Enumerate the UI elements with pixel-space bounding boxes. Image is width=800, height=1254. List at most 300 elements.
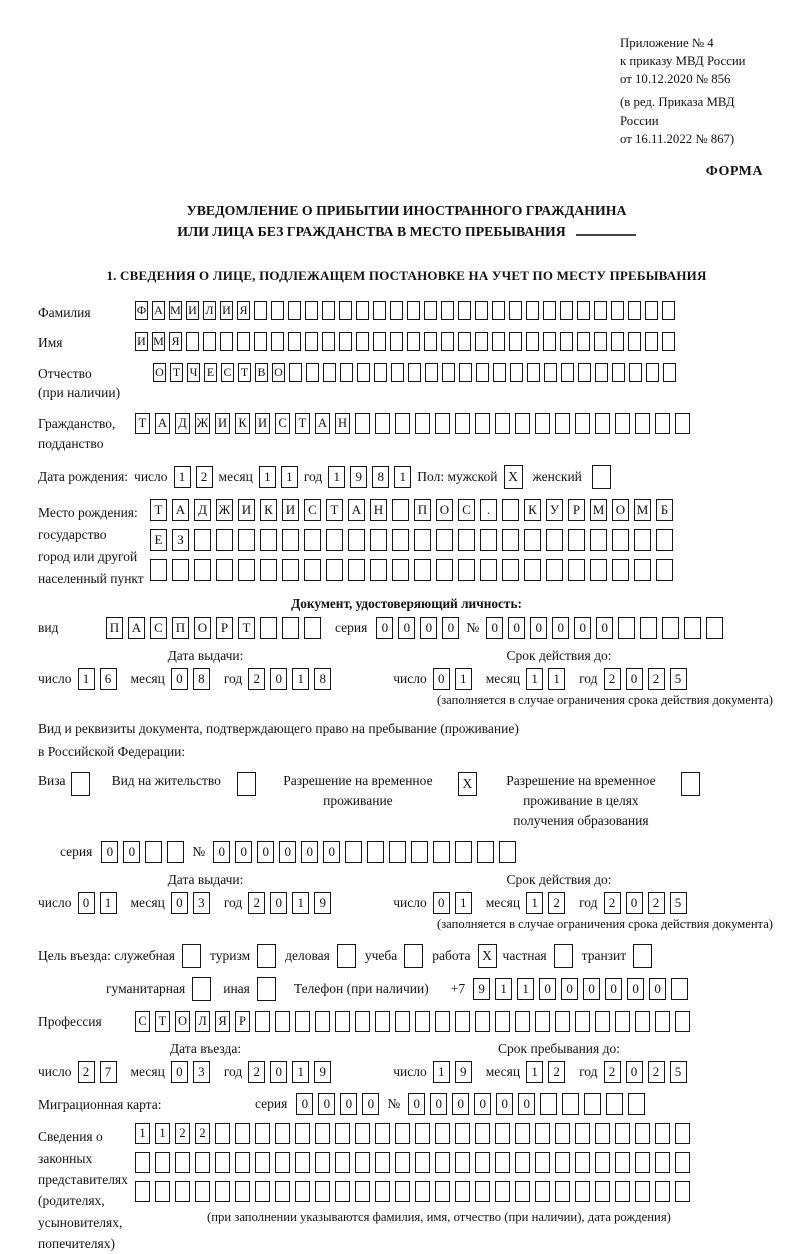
char-cell[interactable] bbox=[304, 559, 321, 581]
char-cell[interactable] bbox=[373, 301, 386, 320]
char-cell[interactable] bbox=[635, 1123, 650, 1144]
char-cell[interactable] bbox=[435, 1123, 450, 1144]
char-cell[interactable] bbox=[339, 301, 352, 320]
char-cell[interactable]: 0 bbox=[420, 617, 437, 639]
char-cell[interactable] bbox=[295, 1011, 310, 1032]
char-cell[interactable] bbox=[629, 363, 642, 382]
char-cell[interactable]: М bbox=[152, 332, 165, 351]
char-cell[interactable]: 2 bbox=[548, 1061, 565, 1083]
char-cell[interactable]: 1 bbox=[526, 892, 543, 914]
char-cell[interactable] bbox=[635, 413, 650, 434]
char-cell[interactable] bbox=[575, 1181, 590, 1202]
char-cell[interactable] bbox=[560, 332, 573, 351]
char-cell[interactable]: 0 bbox=[442, 617, 459, 639]
char-cell[interactable] bbox=[435, 413, 450, 434]
char-cell[interactable]: О bbox=[612, 499, 629, 521]
char-cell[interactable] bbox=[392, 529, 409, 551]
char-cell[interactable] bbox=[216, 529, 233, 551]
char-cell[interactable] bbox=[315, 1123, 330, 1144]
char-cell[interactable] bbox=[235, 1123, 250, 1144]
char-cell[interactable]: 0 bbox=[398, 617, 415, 639]
char-cell[interactable] bbox=[663, 363, 676, 382]
char-cell[interactable] bbox=[288, 332, 301, 351]
char-cell[interactable] bbox=[315, 1011, 330, 1032]
char-cell[interactable] bbox=[594, 332, 607, 351]
char-cell[interactable]: 2 bbox=[604, 668, 621, 690]
char-cell[interactable]: 2 bbox=[248, 1061, 265, 1083]
char-cell[interactable]: 8 bbox=[314, 668, 331, 690]
char-cell[interactable]: 0 bbox=[433, 892, 450, 914]
char-cell[interactable] bbox=[441, 332, 454, 351]
char-cell[interactable]: О bbox=[194, 617, 211, 639]
char-cell[interactable] bbox=[356, 332, 369, 351]
char-cell[interactable]: 1 bbox=[526, 1061, 543, 1083]
char-cell[interactable] bbox=[370, 559, 387, 581]
checkbox-purpose-business[interactable] bbox=[182, 944, 201, 968]
char-cell[interactable] bbox=[502, 499, 519, 521]
char-cell[interactable]: 1 bbox=[174, 466, 191, 488]
char-cell[interactable]: 1 bbox=[292, 668, 309, 690]
char-cell[interactable] bbox=[535, 1181, 550, 1202]
char-cell[interactable] bbox=[656, 559, 673, 581]
char-cell[interactable] bbox=[459, 363, 472, 382]
char-cell[interactable] bbox=[260, 559, 277, 581]
char-cell[interactable] bbox=[575, 1123, 590, 1144]
char-cell[interactable] bbox=[546, 529, 563, 551]
char-cell[interactable] bbox=[527, 363, 540, 382]
char-cell[interactable]: Т bbox=[135, 413, 150, 434]
char-cell[interactable]: 0 bbox=[486, 617, 503, 639]
char-cell[interactable] bbox=[455, 1011, 470, 1032]
char-cell[interactable]: 3 bbox=[193, 1061, 210, 1083]
char-cell[interactable]: А bbox=[348, 499, 365, 521]
char-cell[interactable] bbox=[395, 1181, 410, 1202]
char-cell[interactable]: 0 bbox=[596, 617, 613, 639]
char-cell[interactable] bbox=[475, 301, 488, 320]
char-cell[interactable] bbox=[577, 332, 590, 351]
char-cell[interactable] bbox=[526, 332, 539, 351]
char-cell[interactable] bbox=[662, 617, 679, 639]
char-cell[interactable] bbox=[424, 332, 437, 351]
char-cell[interactable] bbox=[634, 529, 651, 551]
char-cell[interactable] bbox=[480, 559, 497, 581]
char-cell[interactable] bbox=[595, 413, 610, 434]
char-cell[interactable]: Я bbox=[169, 332, 182, 351]
checkbox-purpose-commercial[interactable] bbox=[337, 944, 356, 968]
char-cell[interactable] bbox=[628, 301, 641, 320]
char-cell[interactable] bbox=[355, 413, 370, 434]
char-cell[interactable]: 1 bbox=[135, 1123, 150, 1144]
char-cell[interactable] bbox=[175, 1181, 190, 1202]
char-cell[interactable] bbox=[492, 301, 505, 320]
char-cell[interactable] bbox=[640, 617, 657, 639]
char-cell[interactable] bbox=[612, 529, 629, 551]
char-cell[interactable] bbox=[628, 1093, 645, 1115]
char-cell[interactable] bbox=[477, 841, 494, 863]
char-cell[interactable]: 0 bbox=[433, 668, 450, 690]
char-cell[interactable] bbox=[515, 413, 530, 434]
char-cell[interactable] bbox=[562, 1093, 579, 1115]
char-cell[interactable]: Т bbox=[326, 499, 343, 521]
char-cell[interactable]: 2 bbox=[195, 1123, 210, 1144]
char-cell[interactable] bbox=[195, 1181, 210, 1202]
char-cell[interactable] bbox=[458, 301, 471, 320]
char-cell[interactable] bbox=[475, 1011, 490, 1032]
char-cell[interactable] bbox=[375, 413, 390, 434]
char-cell[interactable] bbox=[424, 301, 437, 320]
char-cell[interactable] bbox=[348, 529, 365, 551]
char-cell[interactable] bbox=[515, 1181, 530, 1202]
char-cell[interactable] bbox=[155, 1181, 170, 1202]
char-cell[interactable] bbox=[435, 1181, 450, 1202]
char-cell[interactable] bbox=[555, 1181, 570, 1202]
char-cell[interactable]: 9 bbox=[455, 1061, 472, 1083]
char-cell[interactable]: И bbox=[282, 499, 299, 521]
char-cell[interactable] bbox=[595, 1123, 610, 1144]
char-cell[interactable] bbox=[555, 1123, 570, 1144]
char-cell[interactable] bbox=[611, 332, 624, 351]
char-cell[interactable]: 0 bbox=[530, 617, 547, 639]
char-cell[interactable] bbox=[495, 1011, 510, 1032]
char-cell[interactable] bbox=[458, 559, 475, 581]
checkbox-purpose-work[interactable]: X bbox=[478, 944, 497, 968]
char-cell[interactable] bbox=[374, 363, 387, 382]
char-cell[interactable]: 9 bbox=[473, 978, 490, 1000]
char-cell[interactable] bbox=[436, 559, 453, 581]
char-cell[interactable]: 0 bbox=[257, 841, 274, 863]
char-cell[interactable] bbox=[645, 332, 658, 351]
char-cell[interactable] bbox=[546, 559, 563, 581]
char-cell[interactable] bbox=[322, 301, 335, 320]
char-cell[interactable]: 0 bbox=[474, 1093, 491, 1115]
char-cell[interactable] bbox=[235, 1181, 250, 1202]
char-cell[interactable]: 0 bbox=[539, 978, 556, 1000]
char-cell[interactable] bbox=[655, 413, 670, 434]
char-cell[interactable]: 1 bbox=[100, 892, 117, 914]
char-cell[interactable] bbox=[304, 617, 321, 639]
char-cell[interactable] bbox=[645, 301, 658, 320]
char-cell[interactable] bbox=[509, 301, 522, 320]
char-cell[interactable]: 0 bbox=[323, 841, 340, 863]
char-cell[interactable]: 0 bbox=[626, 668, 643, 690]
char-cell[interactable] bbox=[304, 529, 321, 551]
char-cell[interactable] bbox=[577, 301, 590, 320]
char-cell[interactable]: 6 bbox=[100, 668, 117, 690]
char-cell[interactable] bbox=[375, 1181, 390, 1202]
char-cell[interactable]: Н bbox=[335, 413, 350, 434]
char-cell[interactable]: И bbox=[186, 301, 199, 320]
char-cell[interactable]: Д bbox=[194, 499, 211, 521]
char-cell[interactable] bbox=[646, 363, 659, 382]
char-cell[interactable] bbox=[255, 1011, 270, 1032]
char-cell[interactable] bbox=[575, 413, 590, 434]
char-cell[interactable] bbox=[326, 559, 343, 581]
char-cell[interactable] bbox=[340, 363, 353, 382]
char-cell[interactable]: Ф bbox=[135, 301, 148, 320]
checkbox-female[interactable] bbox=[592, 465, 611, 489]
char-cell[interactable]: 0 bbox=[171, 892, 188, 914]
char-cell[interactable]: 2 bbox=[548, 892, 565, 914]
char-cell[interactable]: 1 bbox=[292, 1061, 309, 1083]
char-cell[interactable]: 0 bbox=[270, 1061, 287, 1083]
char-cell[interactable]: С bbox=[150, 617, 167, 639]
char-cell[interactable] bbox=[407, 301, 420, 320]
char-cell[interactable] bbox=[535, 1011, 550, 1032]
char-cell[interactable] bbox=[260, 617, 277, 639]
char-cell[interactable] bbox=[561, 363, 574, 382]
char-cell[interactable] bbox=[390, 332, 403, 351]
char-cell[interactable] bbox=[575, 1011, 590, 1032]
char-cell[interactable] bbox=[414, 559, 431, 581]
char-cell[interactable] bbox=[282, 529, 299, 551]
char-cell[interactable] bbox=[612, 559, 629, 581]
char-cell[interactable] bbox=[475, 413, 490, 434]
char-cell[interactable] bbox=[215, 1123, 230, 1144]
char-cell[interactable] bbox=[345, 841, 362, 863]
char-cell[interactable]: 2 bbox=[648, 892, 665, 914]
char-cell[interactable]: 0 bbox=[496, 1093, 513, 1115]
checkbox-purpose-other[interactable] bbox=[257, 977, 276, 1001]
char-cell[interactable] bbox=[282, 617, 299, 639]
char-cell[interactable]: 5 bbox=[670, 1061, 687, 1083]
char-cell[interactable]: 0 bbox=[78, 892, 95, 914]
char-cell[interactable]: Т bbox=[238, 363, 251, 382]
char-cell[interactable] bbox=[618, 617, 635, 639]
char-cell[interactable] bbox=[254, 332, 267, 351]
checkbox-temp-permit[interactable]: X bbox=[458, 772, 477, 796]
char-cell[interactable] bbox=[662, 301, 675, 320]
char-cell[interactable] bbox=[495, 413, 510, 434]
char-cell[interactable] bbox=[370, 529, 387, 551]
char-cell[interactable]: 1 bbox=[433, 1061, 450, 1083]
char-cell[interactable]: . bbox=[480, 499, 497, 521]
char-cell[interactable]: С bbox=[135, 1011, 150, 1032]
char-cell[interactable] bbox=[339, 332, 352, 351]
char-cell[interactable] bbox=[348, 559, 365, 581]
char-cell[interactable] bbox=[455, 841, 472, 863]
char-cell[interactable]: А bbox=[128, 617, 145, 639]
char-cell[interactable] bbox=[590, 529, 607, 551]
char-cell[interactable] bbox=[455, 413, 470, 434]
char-cell[interactable]: 1 bbox=[292, 892, 309, 914]
char-cell[interactable] bbox=[392, 559, 409, 581]
char-cell[interactable]: 0 bbox=[508, 617, 525, 639]
char-cell[interactable]: В bbox=[255, 363, 268, 382]
char-cell[interactable]: 0 bbox=[270, 668, 287, 690]
char-cell[interactable] bbox=[260, 529, 277, 551]
char-cell[interactable]: С bbox=[221, 363, 234, 382]
char-cell[interactable] bbox=[194, 529, 211, 551]
char-cell[interactable]: 0 bbox=[340, 1093, 357, 1115]
char-cell[interactable] bbox=[389, 841, 406, 863]
char-cell[interactable] bbox=[411, 841, 428, 863]
char-cell[interactable]: 8 bbox=[193, 668, 210, 690]
char-cell[interactable]: Ч bbox=[187, 363, 200, 382]
char-cell[interactable] bbox=[391, 363, 404, 382]
char-cell[interactable] bbox=[540, 1093, 557, 1115]
char-cell[interactable] bbox=[375, 1011, 390, 1032]
char-cell[interactable] bbox=[476, 363, 489, 382]
char-cell[interactable] bbox=[237, 332, 250, 351]
char-cell[interactable] bbox=[305, 332, 318, 351]
char-cell[interactable] bbox=[275, 1181, 290, 1202]
char-cell[interactable] bbox=[305, 301, 318, 320]
char-cell[interactable]: 1 bbox=[394, 466, 411, 488]
char-cell[interactable]: А bbox=[315, 413, 330, 434]
char-cell[interactable]: Т bbox=[155, 1011, 170, 1032]
char-cell[interactable]: 0 bbox=[123, 841, 140, 863]
char-cell[interactable]: 0 bbox=[626, 892, 643, 914]
char-cell[interactable]: 0 bbox=[213, 841, 230, 863]
char-cell[interactable] bbox=[355, 1011, 370, 1032]
char-cell[interactable]: О bbox=[153, 363, 166, 382]
char-cell[interactable]: 0 bbox=[408, 1093, 425, 1115]
char-cell[interactable] bbox=[495, 1123, 510, 1144]
char-cell[interactable] bbox=[675, 1011, 690, 1032]
checkbox-purpose-study[interactable] bbox=[404, 944, 423, 968]
char-cell[interactable] bbox=[499, 841, 516, 863]
char-cell[interactable] bbox=[395, 1011, 410, 1032]
char-cell[interactable]: П bbox=[414, 499, 431, 521]
char-cell[interactable]: 0 bbox=[583, 978, 600, 1000]
char-cell[interactable]: 0 bbox=[518, 1093, 535, 1115]
char-cell[interactable] bbox=[675, 1181, 690, 1202]
char-cell[interactable]: 2 bbox=[248, 668, 265, 690]
char-cell[interactable]: 0 bbox=[452, 1093, 469, 1115]
char-cell[interactable] bbox=[543, 332, 556, 351]
char-cell[interactable]: 0 bbox=[561, 978, 578, 1000]
char-cell[interactable] bbox=[526, 301, 539, 320]
char-cell[interactable] bbox=[357, 363, 370, 382]
char-cell[interactable]: 0 bbox=[171, 668, 188, 690]
char-cell[interactable]: Т bbox=[238, 617, 255, 639]
char-cell[interactable] bbox=[335, 1123, 350, 1144]
char-cell[interactable]: 0 bbox=[430, 1093, 447, 1115]
char-cell[interactable] bbox=[656, 529, 673, 551]
char-cell[interactable] bbox=[315, 1181, 330, 1202]
checkbox-male[interactable]: X bbox=[504, 465, 523, 489]
char-cell[interactable] bbox=[373, 332, 386, 351]
char-cell[interactable] bbox=[135, 1181, 150, 1202]
char-cell[interactable]: Т bbox=[170, 363, 183, 382]
char-cell[interactable]: У bbox=[546, 499, 563, 521]
char-cell[interactable]: 7 bbox=[100, 1061, 117, 1083]
char-cell[interactable] bbox=[295, 1123, 310, 1144]
char-cell[interactable] bbox=[684, 617, 701, 639]
char-cell[interactable] bbox=[475, 1181, 490, 1202]
char-cell[interactable] bbox=[584, 1093, 601, 1115]
char-cell[interactable]: Е bbox=[204, 363, 217, 382]
char-cell[interactable]: 0 bbox=[270, 892, 287, 914]
char-cell[interactable] bbox=[355, 1181, 370, 1202]
char-cell[interactable] bbox=[515, 1123, 530, 1144]
char-cell[interactable]: 2 bbox=[604, 1061, 621, 1083]
char-cell[interactable]: 1 bbox=[526, 668, 543, 690]
char-cell[interactable]: 0 bbox=[296, 1093, 313, 1115]
char-cell[interactable]: Л bbox=[195, 1011, 210, 1032]
char-cell[interactable] bbox=[282, 559, 299, 581]
char-cell[interactable] bbox=[675, 413, 690, 434]
char-cell[interactable]: М bbox=[590, 499, 607, 521]
char-cell[interactable] bbox=[414, 529, 431, 551]
char-cell[interactable] bbox=[502, 559, 519, 581]
char-cell[interactable] bbox=[415, 1123, 430, 1144]
char-cell[interactable] bbox=[255, 1181, 270, 1202]
char-cell[interactable] bbox=[306, 363, 319, 382]
char-cell[interactable] bbox=[595, 1181, 610, 1202]
char-cell[interactable] bbox=[578, 363, 591, 382]
char-cell[interactable] bbox=[203, 332, 216, 351]
char-cell[interactable] bbox=[560, 301, 573, 320]
char-cell[interactable]: И bbox=[215, 413, 230, 434]
char-cell[interactable]: С bbox=[275, 413, 290, 434]
char-cell[interactable] bbox=[408, 363, 421, 382]
checkbox-purpose-humanitarian[interactable] bbox=[192, 977, 211, 1001]
char-cell[interactable] bbox=[167, 841, 184, 863]
char-cell[interactable]: Ж bbox=[216, 499, 233, 521]
char-cell[interactable] bbox=[615, 1181, 630, 1202]
char-cell[interactable]: 1 bbox=[455, 892, 472, 914]
char-cell[interactable] bbox=[544, 363, 557, 382]
char-cell[interactable] bbox=[145, 841, 162, 863]
char-cell[interactable] bbox=[186, 332, 199, 351]
char-cell[interactable] bbox=[634, 559, 651, 581]
char-cell[interactable] bbox=[355, 1123, 370, 1144]
char-cell[interactable] bbox=[671, 978, 688, 1000]
char-cell[interactable] bbox=[455, 1181, 470, 1202]
char-cell[interactable] bbox=[524, 529, 541, 551]
char-cell[interactable]: Ж bbox=[195, 413, 210, 434]
char-cell[interactable]: А bbox=[155, 413, 170, 434]
char-cell[interactable] bbox=[594, 301, 607, 320]
char-cell[interactable]: 1 bbox=[155, 1123, 170, 1144]
char-cell[interactable]: 1 bbox=[328, 466, 345, 488]
char-cell[interactable]: З bbox=[172, 529, 189, 551]
char-cell[interactable] bbox=[150, 559, 167, 581]
char-cell[interactable] bbox=[375, 1123, 390, 1144]
char-cell[interactable]: И bbox=[238, 499, 255, 521]
char-cell[interactable]: 1 bbox=[78, 668, 95, 690]
char-cell[interactable] bbox=[335, 1181, 350, 1202]
char-cell[interactable] bbox=[220, 332, 233, 351]
char-cell[interactable]: 9 bbox=[350, 466, 367, 488]
char-cell[interactable] bbox=[271, 332, 284, 351]
char-cell[interactable] bbox=[509, 332, 522, 351]
char-cell[interactable] bbox=[611, 301, 624, 320]
char-cell[interactable] bbox=[675, 1123, 690, 1144]
char-cell[interactable]: 0 bbox=[626, 1061, 643, 1083]
checkbox-purpose-private[interactable] bbox=[554, 944, 573, 968]
char-cell[interactable] bbox=[425, 363, 438, 382]
char-cell[interactable] bbox=[238, 559, 255, 581]
char-cell[interactable] bbox=[706, 617, 723, 639]
char-cell[interactable]: Я bbox=[215, 1011, 230, 1032]
char-cell[interactable]: О bbox=[436, 499, 453, 521]
char-cell[interactable] bbox=[568, 559, 585, 581]
char-cell[interactable] bbox=[407, 332, 420, 351]
char-cell[interactable]: 1 bbox=[455, 668, 472, 690]
char-cell[interactable]: И bbox=[135, 332, 148, 351]
char-cell[interactable]: 1 bbox=[495, 978, 512, 1000]
char-cell[interactable] bbox=[415, 413, 430, 434]
char-cell[interactable] bbox=[335, 1011, 350, 1032]
char-cell[interactable] bbox=[390, 301, 403, 320]
char-cell[interactable] bbox=[475, 1123, 490, 1144]
char-cell[interactable]: 2 bbox=[604, 892, 621, 914]
char-cell[interactable]: 0 bbox=[605, 978, 622, 1000]
char-cell[interactable]: 5 bbox=[670, 668, 687, 690]
char-cell[interactable] bbox=[535, 413, 550, 434]
